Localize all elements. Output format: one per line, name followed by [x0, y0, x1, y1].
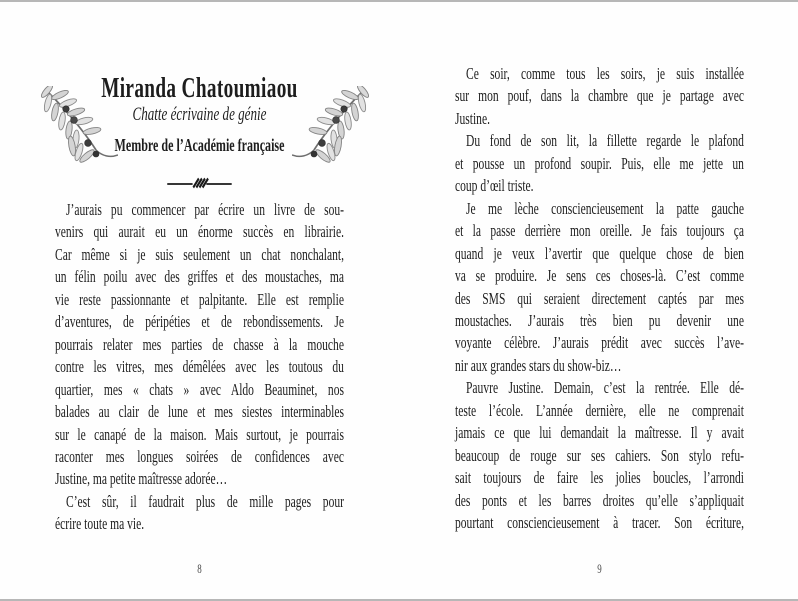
text-line: sur le canapé de la maison. Mais surtout, je pourrais	[55, 424, 344, 444]
text-line: C’est sûr, il faudrait plus de mille pages pour	[66, 491, 344, 511]
book-author-title: Miranda Chatoumiaou	[101, 73, 298, 104]
right-page-content	[455, 0, 744, 601]
text-line: Ce soir, comme tous les soirs, je suis installée	[466, 64, 744, 83]
text-line: balades au clair de lune et mes siestes interminables	[55, 402, 344, 422]
text-line: quand je veux l’avertir que quelque chose de bien	[455, 243, 744, 263]
text-line: moustaches. J’aurais très bien pu devenir une	[455, 310, 744, 330]
text-line: et la passe derrière mon oreille. Je fais toujours ça	[455, 221, 744, 241]
text-line: Justine, ma petite maîtresse adorée…	[55, 469, 228, 489]
left-page-body	[55, 199, 344, 536]
text-line: Car même si je suis seulement un chat nonchalant,	[55, 244, 344, 264]
text-line: Pauvre Justine. Demain, c’est la rentrée. Elle dé-	[466, 378, 744, 398]
text-line: va se produire. Je sens ces choses-là. C’est comme	[455, 266, 744, 286]
text-line: sait toujours de faire les jolies boucles, l’arrondi	[455, 468, 744, 488]
text-line: un félin poilu avec des griffes et des moustaches, ma	[55, 267, 344, 287]
book-author-membership: Membre de l’Académie française	[114, 135, 285, 155]
right-page-number: 9	[597, 561, 602, 576]
text-line: Justine.	[455, 108, 490, 128]
text-line: écrire toute ma vie.	[55, 514, 145, 534]
text-line: pourrais relater mes parties de chasse à la mouche	[55, 334, 344, 354]
text-line: J’aurais pu commencer par écrire un livre de sou-	[66, 200, 344, 219]
text-line: Je me lèche consciencieusement la patte gauche	[466, 198, 744, 218]
text-line: pourtant consciencieusement à tracer. Son écriture,	[455, 513, 744, 533]
text-line: des SMS qui seraient directement captés par mes	[455, 288, 744, 308]
text-line: quartier, mes « chats » avec Aldo Beauminet, nos	[55, 379, 344, 399]
text-line: beaucoup de rouge sur ses cahiers. Son stylo refu-	[455, 445, 744, 465]
right-page-body	[455, 63, 744, 535]
text-line: contre les vitres, mes démêlées avec les toutous du	[55, 357, 344, 377]
text-line: jamais ce que lui demandait la maîtresse. Il y avait	[455, 423, 744, 443]
text-line: sur mon pouf, dans la chambre que je partage avec	[455, 86, 744, 106]
squiggle-divider-icon	[167, 176, 232, 190]
text-line: et pousse un profond soupir. Puis, elle me jette un	[455, 153, 744, 173]
text-line: venirs qui aurait eu un énorme succès en librairie.	[55, 222, 344, 242]
book-author-subtitle: Chatte écrivaine de génie	[132, 104, 267, 125]
text-line: coup d’œil triste.	[455, 176, 534, 196]
text-line: des ponts et les barres droites qu’elle s’appliquait	[455, 490, 744, 510]
text-line: nir aux grandes stars du show-biz…	[455, 355, 622, 375]
text-line: vie reste passionnante et palpitante. Elle est remplie	[55, 289, 344, 309]
text-line: voyante célèbre. J’aurais prédit avec succès l’ave-	[455, 333, 744, 353]
text-line: d’aventures, de péripéties et de rebondissements. Je	[55, 312, 344, 332]
left-page-number: 8	[197, 561, 202, 576]
text-line: raconter mes longues soirées de confidences avec	[55, 446, 344, 466]
text-line: Du fond de son lit, la fillette regarde le plafond	[466, 131, 744, 151]
text-line: teste l’école. L’année dernière, elle ne comprenait	[455, 400, 744, 420]
left-page-content	[55, 0, 344, 601]
